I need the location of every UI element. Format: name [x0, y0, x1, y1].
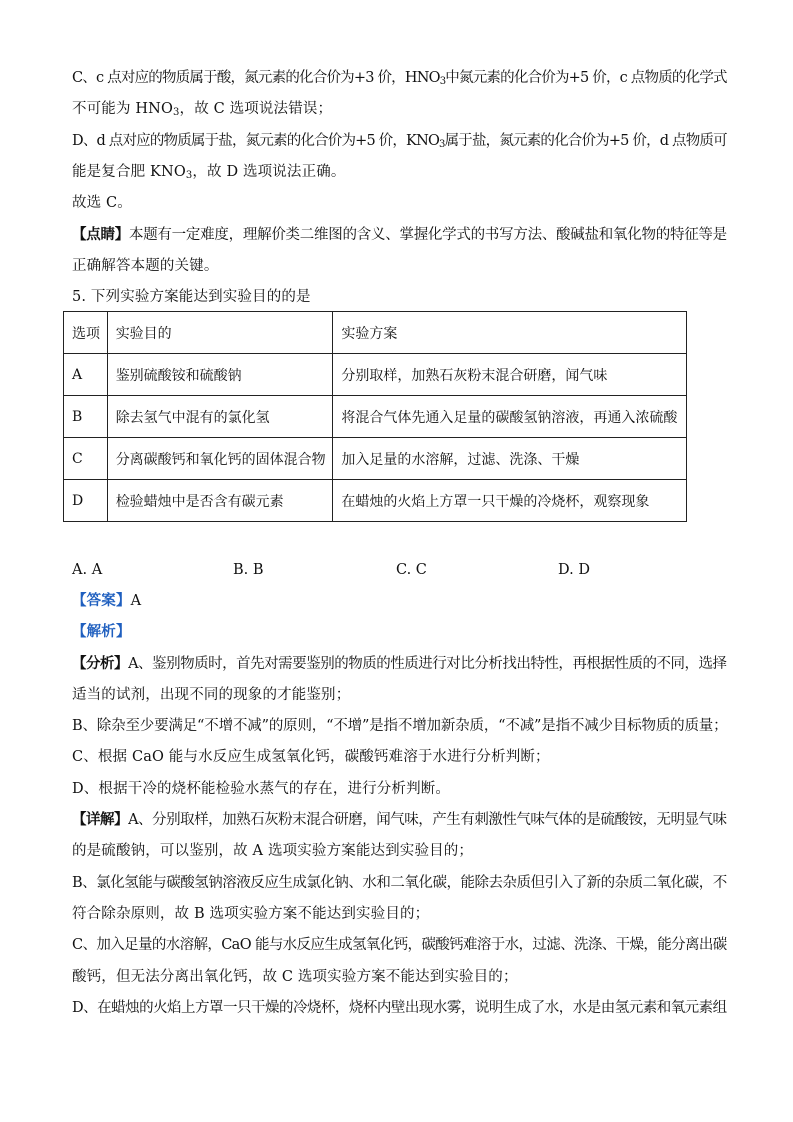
fenxi-d-line: D、根据干冷的烧杯能检验水蒸气的存在，进行分析判断。 — [72, 781, 451, 797]
analysis-tag: 【解析】 — [72, 623, 131, 640]
comment-line-2: 正确解答本题的关键。 — [72, 258, 219, 274]
option-c: C. C — [396, 562, 427, 578]
xiangjie-b-line-2: 符合除杂原则，故 B 选项实验方案不能达到实验目的； — [72, 906, 430, 922]
table-cell: 分别取样，加熟石灰粉末混合研磨，闻气味 — [333, 354, 687, 396]
text: 不可能为 HNO — [72, 101, 174, 117]
xiangjie-tag: 【详解】 — [72, 811, 129, 828]
table-header-cell: 选项 — [64, 312, 108, 354]
xiangjie-b-line-1: B、氯化氢能与碳酸氢钠溶液反应生成氯化钠、水和二氧化碳，能除去杂质但引入了新的杂质二氧化碳，不 — [72, 875, 727, 891]
xiangjie-a-line-2: 的是硫酸钠，可以鉴别，故 A 选项实验方案能达到实验目的； — [72, 843, 474, 859]
subscript: 3 — [439, 139, 445, 150]
xiangjie-c-line-2: 酸钙，但无法分离出氧化钙，故 C 选项实验方案不能达到实验目的； — [72, 969, 518, 985]
question-stem: 5. 下列实验方案能达到实验目的的是 — [72, 289, 311, 305]
table-cell: 在蜡烛的火焰上方罩一只干燥的冷烧杯，观察现象 — [333, 480, 687, 522]
text: A、鉴别物质时，首先对需要鉴别的物质的性质进行对比分析找出特性，再根据性质的不同，选择 — [128, 656, 727, 672]
option-b: B. B — [233, 562, 264, 578]
answer-line — [72, 591, 727, 611]
answer-tag: 【答案】 — [72, 592, 131, 609]
subscript: 3 — [185, 170, 193, 181]
table-header-row — [64, 312, 687, 354]
subscript: 3 — [173, 107, 180, 118]
text: ，故 C 选项说法错误； — [179, 101, 333, 117]
text: A、分别取样，加熟石灰粉末混合研磨，闻气味，产生有刺激性气味气体的是硫酸铵，无明显气味 — [128, 812, 727, 828]
text: 中氮元素的化合价为+5 价，c 点物质的化学式 — [445, 70, 727, 86]
xiangjie-d-line-1: D、在蜡烛的火焰上方罩一只干燥的冷烧杯，烧杯内壁出现水雾，说明生成了水，水是由氢元素和氧元素组 — [72, 1000, 727, 1016]
table-cell: A — [64, 354, 108, 396]
table-row — [64, 438, 687, 480]
table-header-cell: 实验方案 — [333, 312, 687, 354]
table-cell: 将混合气体先通入足量的碳酸氢钠溶液，再通入浓硫酸 — [333, 396, 687, 438]
analysis-heading — [72, 622, 727, 642]
table-header-cell: 实验目的 — [107, 312, 333, 354]
table-cell: 除去氢气中混有的氯化氢 — [107, 396, 333, 438]
fenxi-c-line: C、根据 CaO 能与水反应生成氢氧化钙，碳酸钙难溶于水进行分析判断； — [72, 749, 550, 765]
table-row — [64, 396, 687, 438]
text: D、d 点对应的物质属于盐，氮元素的化合价为+5 价，KNO — [72, 133, 440, 149]
option-a: A. A — [72, 562, 103, 578]
fenxi-b-line: B、除杂至少要满足“不增不减”的原则，“不增”是指不增加新杂质，“不减”是指不减少目标物质的质量； — [72, 718, 728, 734]
text: 属于盐，氮元素的化合价为+5 价，d 点物质可 — [444, 133, 727, 149]
text: ，故 D 选项说法正确。 — [192, 164, 346, 180]
table-cell: 鉴别硫酸铵和硫酸钠 — [107, 354, 333, 396]
table-cell: 加入足量的水溶解，过滤、洗涤、干燥 — [333, 438, 687, 480]
text: C、c 点对应的物质属于酸，氮元素的化合价为+3 价，HNO — [72, 70, 440, 86]
table-cell: C — [64, 438, 108, 480]
fenxi-a-line-2: 适当的试剂，出现不同的现象的才能鉴别； — [72, 687, 351, 703]
fenxi-a-line-1 — [72, 654, 727, 674]
text: 能是复合肥 KNO — [72, 164, 186, 180]
table-cell: B — [64, 396, 108, 438]
comment-line-1 — [72, 225, 727, 245]
analysis-d-line-1 — [72, 131, 727, 151]
table-cell: D — [64, 480, 108, 522]
xiangjie-a-line-1 — [72, 810, 727, 830]
table-row — [64, 480, 687, 522]
fenxi-tag: 【分析】 — [72, 655, 129, 672]
experiment-table — [63, 311, 687, 522]
option-d: D. D — [558, 562, 590, 578]
table-cell: 分离碳酸钙和氧化钙的固体混合物 — [107, 438, 333, 480]
analysis-c-line-2 — [72, 99, 727, 119]
conclusion-line: 故选 C。 — [72, 195, 132, 211]
xiangjie-c-line-1: C、加入足量的水溶解，CaO 能与水反应生成氢氧化钙，碳酸钙难溶于水，过滤、洗涤、干燥，能分离出碳 — [72, 937, 727, 953]
subscript: 3 — [439, 76, 446, 87]
table-cell: 检验蜡烛中是否含有碳元素 — [107, 480, 333, 522]
answer-options — [72, 560, 727, 580]
analysis-c-line-1 — [72, 68, 727, 88]
comment-tag: 【点睛】 — [72, 226, 129, 243]
answer-value: A — [130, 593, 142, 609]
text: 本题有一定难度，理解价类二维图的含义、掌握化学式的书写方法、酸碱盐和氧化物的特征等是 — [128, 227, 727, 243]
table-row — [64, 354, 687, 396]
analysis-d-line-2 — [72, 162, 727, 182]
